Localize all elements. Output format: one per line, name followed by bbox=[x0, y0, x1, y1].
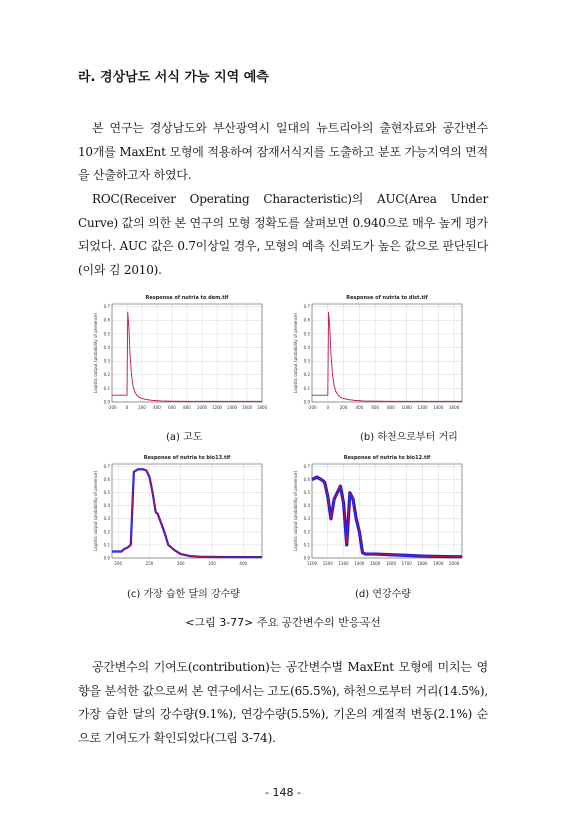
x-tick-label: 400 bbox=[153, 405, 161, 410]
data-point bbox=[162, 525, 163, 526]
x-tick-label: 600 bbox=[168, 405, 176, 410]
y-tick-label: 0.4 bbox=[103, 344, 110, 350]
y-tick-label: 0.4 bbox=[303, 503, 310, 509]
data-point bbox=[324, 482, 325, 483]
data-point bbox=[327, 496, 328, 497]
y-tick-label: 0.6 bbox=[303, 317, 310, 323]
chart-title: Response of nutria to dem.tif bbox=[145, 295, 229, 301]
data-point bbox=[157, 513, 158, 514]
x-tick-label: 1600 bbox=[449, 405, 460, 410]
data-point bbox=[337, 492, 338, 493]
y-axis-label: Logistic output (probability of presence) bbox=[293, 312, 298, 394]
y-tick-label: 0.3 bbox=[303, 516, 310, 522]
x-tick-label: 1800 bbox=[256, 405, 268, 410]
data-point bbox=[316, 477, 317, 478]
y-tick-label: 0.0 bbox=[303, 555, 310, 561]
y-tick-label: 0.0 bbox=[103, 555, 110, 561]
data-point bbox=[131, 374, 132, 375]
data-point bbox=[143, 469, 144, 470]
data-point bbox=[217, 401, 218, 402]
x-tick-label: 350 bbox=[208, 561, 216, 566]
data-point bbox=[422, 556, 423, 557]
caption-a: (a) 고도 bbox=[166, 432, 203, 443]
chart-a bbox=[90, 292, 270, 420]
chart-title: Response of nutria to dist.tif bbox=[346, 295, 428, 301]
y-tick-label: 0.6 bbox=[103, 317, 110, 323]
data-point bbox=[321, 479, 322, 480]
data-point bbox=[159, 518, 160, 519]
y-tick-label: 0.7 bbox=[303, 464, 310, 470]
x-tick-label: 300 bbox=[176, 561, 185, 566]
y-tick-label: 0.5 bbox=[103, 331, 110, 337]
data-point bbox=[350, 492, 351, 493]
data-point bbox=[117, 551, 118, 552]
data-point bbox=[331, 518, 332, 519]
data-point bbox=[180, 554, 181, 555]
x-tick-label: 1900 bbox=[433, 561, 444, 566]
y-axis-label: Logistic output (probability of presence) bbox=[93, 312, 98, 394]
data-point bbox=[218, 557, 219, 558]
data-point bbox=[146, 470, 147, 471]
data-point bbox=[356, 518, 357, 519]
data-point bbox=[312, 395, 313, 396]
chart-title: Response of nutria to bio12.tif bbox=[343, 455, 431, 461]
data-point bbox=[124, 549, 125, 550]
data-point bbox=[138, 469, 139, 470]
data-point bbox=[130, 545, 131, 546]
y-tick-label: 0.3 bbox=[303, 358, 310, 364]
data-point bbox=[327, 395, 328, 396]
data-point bbox=[343, 398, 344, 399]
x-tick-label: 250 bbox=[145, 561, 154, 566]
data-point bbox=[454, 556, 455, 557]
data-point bbox=[327, 395, 328, 396]
caption-d: (d) 연강수량 bbox=[355, 589, 411, 600]
x-tick-label: 2000 bbox=[449, 561, 460, 566]
data-point bbox=[146, 399, 147, 400]
x-tick-label: 1400 bbox=[433, 405, 444, 410]
figure-title: <그림 3-77> 주요 공간변수의 반응곡선 bbox=[185, 616, 381, 629]
data-point bbox=[348, 399, 349, 400]
x-tick-label: 200 bbox=[138, 405, 146, 410]
data-point bbox=[187, 401, 188, 402]
x-tick-label: 800 bbox=[183, 405, 191, 410]
y-tick-label: 0.5 bbox=[303, 331, 310, 337]
data-point bbox=[149, 477, 150, 478]
data-point bbox=[462, 401, 463, 402]
y-tick-label: 0.1 bbox=[303, 385, 310, 391]
data-point bbox=[152, 400, 153, 401]
data-point bbox=[375, 401, 376, 402]
data-point bbox=[335, 391, 336, 392]
data-point bbox=[329, 327, 330, 328]
x-tick-label: -200 bbox=[307, 405, 317, 410]
y-tick-label: 0.2 bbox=[103, 529, 110, 535]
data-point bbox=[262, 557, 263, 558]
data-point bbox=[127, 312, 128, 313]
data-point bbox=[346, 545, 347, 546]
data-point bbox=[139, 397, 140, 398]
data-point bbox=[127, 395, 128, 396]
y-axis-label: Logistic output (probability of presence) bbox=[293, 470, 298, 552]
x-tick-label: 1000 bbox=[196, 405, 208, 410]
x-tick-label: 1600 bbox=[241, 405, 253, 410]
data-point bbox=[328, 312, 329, 313]
data-point bbox=[160, 401, 161, 402]
y-tick-label: 0.0 bbox=[303, 399, 310, 405]
x-tick-label: 600 bbox=[371, 405, 379, 410]
x-tick-label: 1600 bbox=[385, 561, 397, 566]
data-point bbox=[363, 401, 364, 402]
page-number: - 148 - bbox=[265, 786, 301, 799]
x-tick-label: 1700 bbox=[401, 561, 412, 566]
data-point bbox=[134, 471, 135, 472]
data-point bbox=[422, 401, 423, 402]
x-tick-label: 1400 bbox=[354, 561, 365, 566]
data-point bbox=[165, 534, 166, 535]
x-tick-label: 1800 bbox=[417, 561, 428, 566]
paragraph-intro: 본 연구는 경상남도와 부산광역시 일대의 뉴트리아의 출현자료와 공간변수 10개를 MaxEnt 모형에 적용하여 잠재서식지를 도출하고 분포 가능지역의 면적을 산출하고자 하였다. bbox=[78, 121, 488, 182]
chart-c bbox=[90, 452, 270, 576]
y-tick-label: 0.1 bbox=[303, 542, 310, 548]
data-point bbox=[136, 395, 137, 396]
y-tick-label: 0.6 bbox=[103, 477, 110, 483]
data-point bbox=[129, 327, 130, 328]
x-tick-label: 0 bbox=[125, 405, 129, 410]
data-point bbox=[353, 499, 354, 500]
x-tick-label: -200 bbox=[107, 405, 117, 410]
plot-frame bbox=[312, 464, 462, 558]
data-point bbox=[134, 391, 135, 392]
x-tick-label: 800 bbox=[387, 405, 395, 410]
x-tick-label: 200 bbox=[114, 561, 123, 566]
y-tick-label: 0.4 bbox=[303, 344, 310, 350]
y-tick-label: 0.7 bbox=[303, 304, 310, 310]
y-tick-label: 0.2 bbox=[303, 372, 310, 378]
x-tick-label: 400 bbox=[239, 561, 248, 566]
data-point bbox=[343, 503, 344, 504]
data-point bbox=[354, 400, 355, 401]
data-point bbox=[152, 492, 153, 493]
data-point bbox=[331, 354, 332, 355]
y-tick-label: 0.4 bbox=[103, 503, 110, 509]
data-point bbox=[359, 532, 360, 533]
x-tick-label: 1200 bbox=[211, 405, 223, 410]
data-point bbox=[190, 556, 191, 557]
data-point bbox=[142, 398, 143, 399]
y-tick-label: 0.2 bbox=[103, 372, 110, 378]
y-tick-label: 0.7 bbox=[103, 304, 110, 310]
data-point bbox=[438, 556, 439, 557]
data-point bbox=[332, 374, 333, 375]
x-tick-label: 1200 bbox=[322, 561, 333, 566]
data-point bbox=[133, 385, 134, 386]
y-tick-label: 0.1 bbox=[103, 542, 110, 548]
data-point bbox=[112, 551, 113, 552]
data-point bbox=[340, 486, 341, 487]
section-heading: 라. 경상남도 서식 가능 지역 예측 bbox=[78, 70, 269, 85]
data-point bbox=[130, 354, 131, 355]
data-point bbox=[312, 479, 313, 480]
data-point bbox=[243, 557, 244, 558]
data-point bbox=[406, 555, 407, 556]
y-tick-label: 0.3 bbox=[103, 516, 110, 522]
data-point bbox=[199, 556, 200, 557]
data-point bbox=[112, 395, 113, 396]
data-point bbox=[262, 401, 263, 402]
chart-b bbox=[290, 292, 470, 420]
paragraph-contribution: 공간변수의 기여도(contribution)는 공간변수별 MaxEnt 모형에 미치는 영향을 분석한 값으로써 본 연구에서는 고도(65.5%), 하천으로부터 거리(14.5%), 가장 습한 달의 강수량(9.1%), 연강수량(5.5%), 기온의 계절적 변동(2.1%) 순으로 기여도가 확인되었다(그림 3-74). bbox=[78, 660, 488, 745]
y-tick-label: 0.0 bbox=[103, 399, 110, 405]
x-tick-label: 1000 bbox=[401, 405, 412, 410]
y-tick-label: 0.3 bbox=[103, 358, 110, 364]
x-tick-label: 1500 bbox=[370, 561, 381, 566]
data-point bbox=[368, 554, 369, 555]
data-point bbox=[365, 554, 366, 555]
data-point bbox=[340, 397, 341, 398]
x-tick-label: 1100 bbox=[306, 561, 318, 566]
y-tick-label: 0.6 bbox=[303, 477, 310, 483]
y-tick-label: 0.5 bbox=[303, 490, 310, 496]
x-tick-label: 1400 bbox=[226, 405, 238, 410]
caption-b: (b) 하천으로부터 거리 bbox=[360, 432, 458, 443]
data-point bbox=[174, 550, 175, 551]
x-tick-label: 0 bbox=[326, 405, 330, 410]
x-tick-label: 200 bbox=[339, 405, 348, 410]
data-point bbox=[127, 547, 128, 548]
data-point bbox=[462, 556, 463, 557]
data-point bbox=[155, 512, 156, 513]
x-tick-label: 1300 bbox=[338, 561, 349, 566]
x-tick-label: 400 bbox=[355, 405, 364, 410]
data-point bbox=[126, 395, 127, 396]
y-tick-label: 0.7 bbox=[103, 464, 110, 470]
data-point bbox=[168, 545, 169, 546]
data-point bbox=[172, 401, 173, 402]
y-axis-label: Logistic output (probability of presence) bbox=[93, 470, 98, 552]
data-point bbox=[338, 395, 339, 396]
data-point bbox=[334, 499, 335, 500]
y-tick-label: 0.5 bbox=[103, 490, 110, 496]
data-point bbox=[391, 554, 392, 555]
data-point bbox=[121, 551, 122, 552]
x-tick-label: 1200 bbox=[417, 405, 428, 410]
paragraph-auc: ROC(Receiver Operating Characteristic)의 AUC(Area Under Curve) 값의 의한 본 연구의 모형 정확도를 살펴보면 0.940으로 매우 높게 평가되었다. AUC 값은 0.7이상일 경우, 모형의 예측 신뢰도가 높은 값으로 판단된다(이와 김 2010). bbox=[78, 192, 488, 277]
series-band bbox=[112, 469, 262, 557]
data-point bbox=[334, 385, 335, 386]
chart-d bbox=[290, 452, 470, 576]
chart-title: Response of nutria to bio13.tif bbox=[143, 455, 231, 461]
data-point bbox=[391, 401, 392, 402]
data-point bbox=[375, 554, 376, 555]
data-point bbox=[362, 552, 363, 553]
y-tick-label: 0.1 bbox=[103, 385, 110, 391]
y-tick-label: 0.2 bbox=[303, 529, 310, 535]
series-line bbox=[312, 312, 462, 401]
caption-c: (c) 가장 습한 달의 강수량 bbox=[127, 589, 240, 600]
